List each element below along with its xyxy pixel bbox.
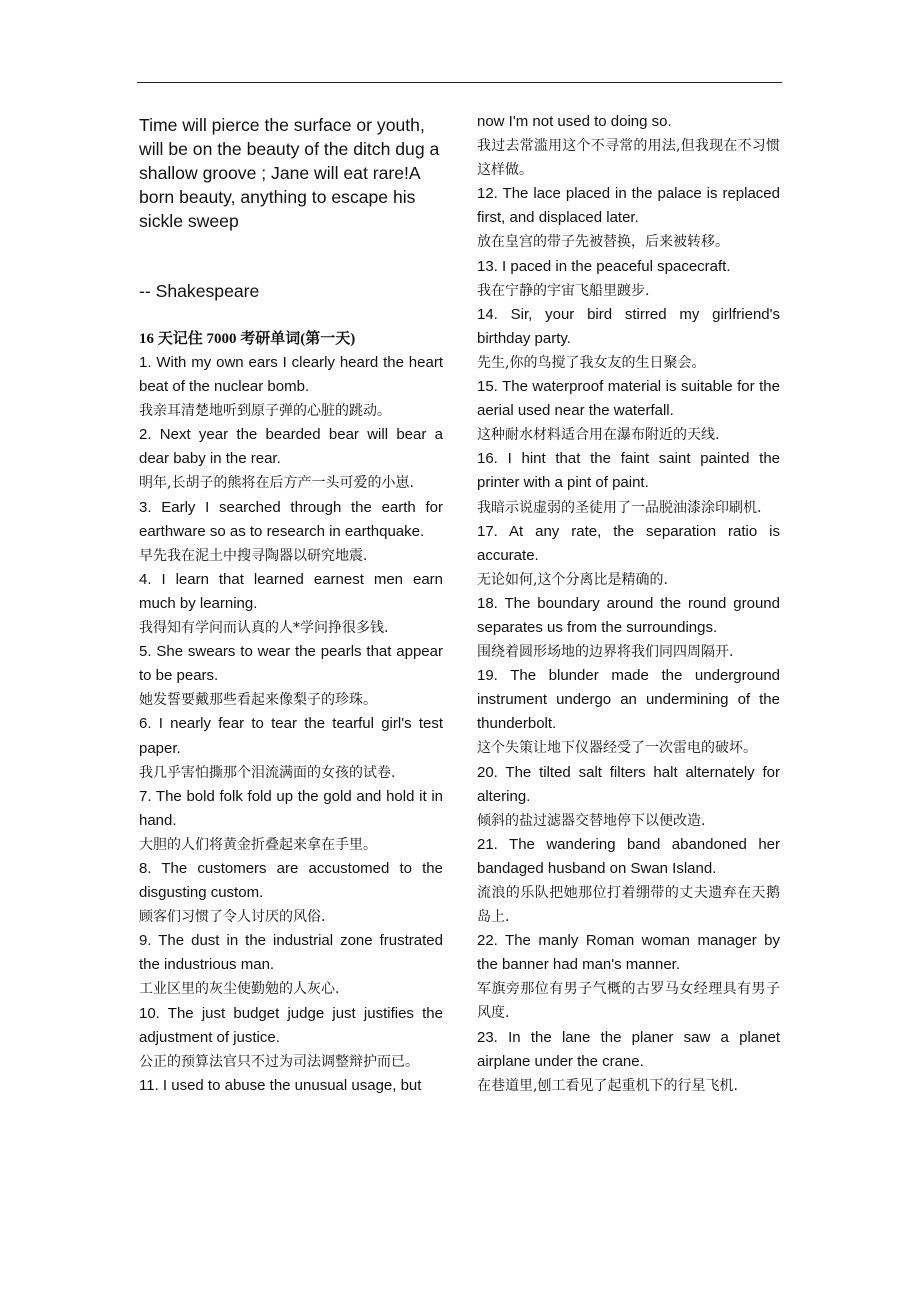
item-english: 10. The just budget judge just justifies the adjustment of justice. — [139, 1004, 443, 1046]
item-chinese: 我得知有学问而认真的人*学问挣很多钱. — [139, 620, 389, 637]
item-english: 17. At any rate, the separation ratio is accurate. — [477, 522, 780, 564]
item-chinese: 早先我在泥土中搜寻陶器以研究地震. — [139, 547, 368, 564]
item-english: 7. The bold folk fold up the gold and hold it in hand. — [139, 787, 443, 829]
list-item — [139, 568, 443, 640]
item-chinese: 先生,你的鸟搅了我女友的生日聚会。 — [477, 354, 706, 371]
item-chinese: 倾斜的盐过滤器交替地停下以便改造. — [477, 812, 706, 829]
item-chinese: 我亲耳清楚地听到原子弹的心脏的跳动。 — [139, 403, 391, 420]
item-english: 1. With my own ears I clearly heard the heart beat of the nuclear bomb. — [139, 354, 443, 396]
item-english: 6. I nearly fear to tear the tearful girl's test paper. — [139, 715, 443, 757]
list-item — [139, 929, 443, 1001]
item-chinese: 我几乎害怕撕那个泪流满面的女孩的试卷. — [139, 764, 396, 781]
list-item — [477, 447, 780, 519]
list-item — [477, 761, 780, 833]
item-english: 8. The customers are accustomed to the disgusting custom. — [139, 859, 443, 902]
list-item — [477, 375, 780, 447]
item-chinese: 工业区里的灰尘使勤勉的人灰心. — [139, 981, 340, 998]
item-english: 13. I paced in the peaceful spacecraft. — [477, 257, 731, 275]
list-item — [139, 496, 443, 568]
header-rule — [137, 82, 782, 83]
item-english: now I'm not used to doing so. — [477, 113, 672, 130]
list-item — [477, 929, 780, 1025]
list-item — [139, 351, 443, 423]
list-item — [477, 182, 780, 254]
item-english: 19. The blunder made the underground instrument undergo an undermining of the thunderbolt. — [477, 667, 780, 733]
item-english: 3. Early I searched through the earth for earthware so as to research in earthquake. — [139, 498, 443, 540]
item-english: 5. She swears to wear the pearls that appear to be pears. — [139, 643, 443, 685]
list-item — [477, 833, 780, 929]
right-column — [477, 110, 780, 1098]
item-english: 22. The manly Roman woman manager by the banner had man's manner. — [477, 932, 780, 974]
item-chinese: 她发誓要戴那些看起来像梨子的珍珠。 — [139, 692, 377, 709]
item-english: 12. The lace placed in the palace is replaced first, and displaced later. — [477, 185, 780, 227]
item-chinese: 围绕着圆形场地的边界将我们同四周隔开. — [477, 644, 734, 661]
list-item — [139, 857, 443, 929]
list-item — [139, 423, 443, 495]
item-chinese: 大胆的人们将黄金折叠起来拿在手里。 — [139, 836, 377, 853]
item-chinese: 公正的预算法官只不过为司法调整辩护而已。 — [139, 1053, 419, 1070]
item-english: 14. Sir, your bird stirred my girlfriend's birthday party. — [477, 305, 780, 347]
item-english: 15. The waterproof material is suitable for the aerial used near the waterfall. — [477, 378, 780, 420]
list-item — [477, 592, 780, 664]
list-item — [477, 520, 780, 592]
item-english: 4. I learn that learned earnest men earn much by learning. — [139, 570, 443, 612]
item-english: 16. I hint that the faint saint painted the printer with a pint of paint. — [477, 450, 780, 492]
item-chinese: 在巷道里,刨工看见了起重机下的行星飞机. — [477, 1077, 738, 1094]
list-item — [139, 1074, 443, 1098]
list-item — [139, 785, 443, 857]
list-item — [139, 640, 443, 712]
section-title: 16 天记住 7000 考研单词(第一天) — [139, 331, 356, 347]
item-english: 9. The dust in the industrial zone frustrated the industrious man. — [139, 932, 443, 974]
list-item — [477, 303, 780, 375]
item-english: 2. Next year the bearded bear will bear a dear baby in the rear. — [139, 426, 443, 468]
item-chinese: 我在宁静的宇宙飞船里踱步. — [477, 282, 650, 299]
item-chinese: 放在皇宫的带子先被替换，后来被转移。 — [477, 234, 729, 251]
item-chinese: 军旗旁那位有男子气概的古罗马女经理具有男子风度. — [477, 981, 780, 1022]
list-item — [477, 110, 780, 182]
item-chinese: 这种耐水材料适合用在瀑布附近的天线. — [477, 427, 720, 444]
item-chinese: 无论如何,这个分离比是精确的. — [477, 571, 668, 588]
list-item — [139, 712, 443, 784]
item-chinese: 顾客们习惯了令人讨厌的风俗. — [139, 909, 326, 926]
item-english: 21. The wandering band abandoned her bandaged husband on Swan Island. — [477, 835, 780, 877]
quote-author: -- Shakespeare — [139, 281, 260, 301]
item-chinese: 我暗示说虚弱的圣徒用了一品脱油漆涂印刷机. — [477, 499, 762, 516]
item-english: 23. In the lane the planer saw a planet airplane under the crane. — [477, 1028, 780, 1070]
item-chinese: 明年,长胡子的熊将在后方产一头可爱的小崽. — [139, 475, 414, 492]
item-chinese: 流浪的乐队把她那位打着绷带的丈夫遗弃在天鹅岛上. — [477, 885, 780, 926]
list-item — [477, 1026, 780, 1098]
list-item — [477, 664, 780, 760]
item-english: 11. I used to abuse the unusual usage, but — [139, 1076, 422, 1094]
item-english: 18. The boundary around the round ground separates us from the surroundings. — [477, 594, 780, 636]
item-chinese: 这个失策让地下仪器经受了一次雷电的破坏。 — [477, 740, 757, 757]
quote-text: Time will pierce the surface or youth, will be on the beauty of the ditch dug a shallow groove ; Jane will eat rare!A born beauty, anything to escape his sickle sweep — [139, 115, 440, 231]
list-item — [139, 1002, 443, 1074]
item-chinese: 我过去常滥用这个不寻常的用法,但我现在不习惯这样做。 — [477, 138, 780, 179]
item-english: 20. The tilted salt filters halt alternately for altering. — [477, 763, 780, 805]
left-column — [139, 110, 443, 1098]
list-item — [477, 255, 780, 303]
